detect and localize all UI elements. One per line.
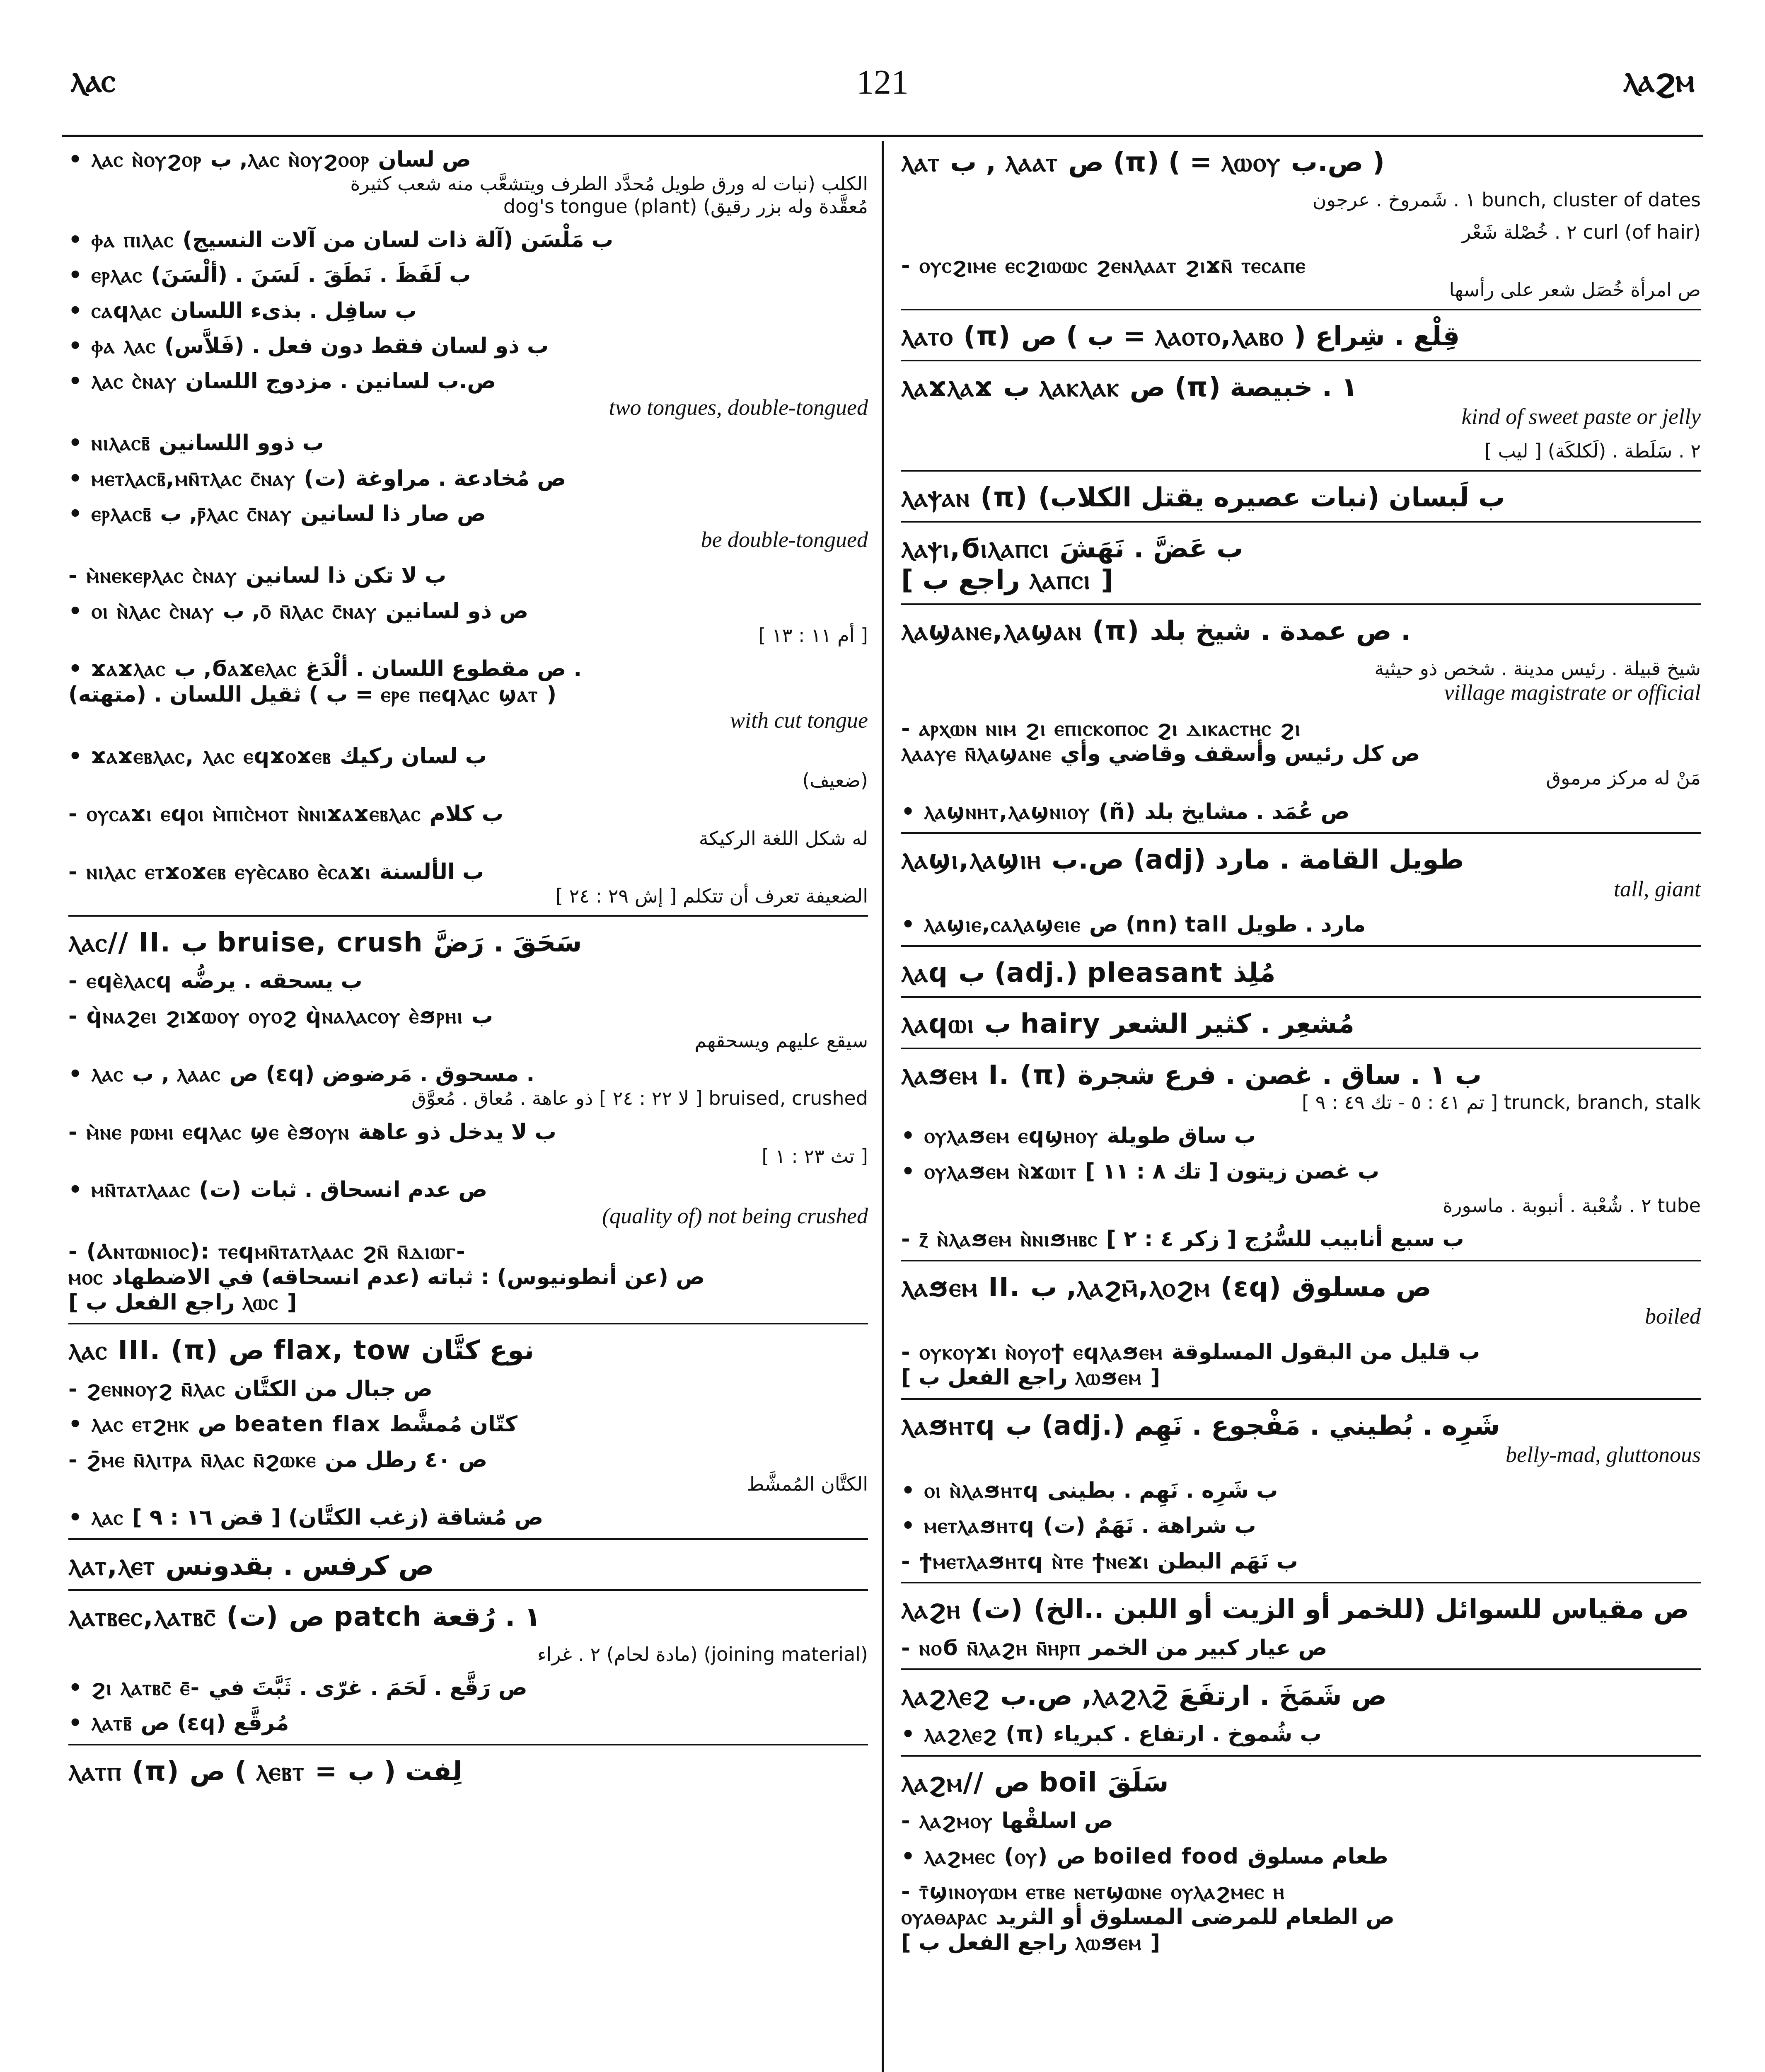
dictionary-subentry (68, 1377, 868, 1402)
entry-line: - ⲟⲩⲕⲟⲩϫⲓ ⲛ̀ⲟⲩⲟϯ ⲉϥⲗⲁϧⲉⲙ ب قليل من البقول المسلوقة (901, 1340, 1480, 1365)
dictionary-subentry (901, 1227, 1701, 1261)
dictionary-subentry (68, 501, 868, 553)
dictionary-subentry (68, 1643, 868, 1665)
entry-line: • ⲗⲁⲥ ⲉⲧϩⲏⲕ ص beaten flax كتّان مُمشَّط (68, 1412, 517, 1437)
dictionary-subentry (901, 1808, 1701, 1834)
dictionary-headword-entry (68, 1756, 868, 1788)
dictionary-headword-entry (901, 1009, 1701, 1049)
entry-line: مُعقَّدة وله بزر رقيق) dog's tongue (plant) (503, 195, 868, 218)
dictionary-headword-entry (901, 321, 1701, 362)
entry-line: - ϯⲙⲉⲧⲗⲁϧⲏⲧϥ ⲛ̀ⲧⲉ ϯⲛⲉϫⲓ ب نَهَم البطن (901, 1549, 1298, 1574)
entry-line: ⲗⲁⲧ ب , ⲗⲁⲁⲧ ص (π) ( = ⲗⲱⲟⲩ ص.ب ) (901, 147, 1385, 178)
dictionary-subentry (901, 1879, 1701, 1956)
entry-line: tube ٢ . شُعْبة . أنبوبة . ماسورة (1443, 1194, 1701, 1217)
entry-line: bruised, crushed [ لا ٢٢ : ٢٤ ] ذو عاهة . مُعاق . مُعوَّق (411, 1087, 868, 1110)
entry-line: bunch, cluster of dates ١ . شَمروخ . عرجون (1312, 188, 1701, 211)
entry-line: ⲗⲁⲯⲓ,ϭⲓⲗⲁⲡⲥⲓ ب عَضَّ . نَهَشَ (901, 533, 1243, 564)
entry-line: شيخ قبيلة . رئيس مدينة . شخص ذو حيثية (1374, 657, 1701, 680)
dictionary-subentry (901, 221, 1701, 243)
entry-line: - ⲛⲟϭ ⲛ̄ⲗⲁϩⲏ ⲛ̄ⲏⲣⲡ ص عيار كبير من الخمر (901, 1635, 1327, 1661)
dictionary-headword-entry (901, 1681, 1701, 1712)
entry-line: ⲗⲁϧⲉⲙ II. ب ,ⲗⲁϩⲙ̄,ⲗⲟϩⲙ (εϥ) ص مسلوق (901, 1272, 1431, 1303)
dictionary-subentry (68, 1062, 868, 1110)
dictionary-headword-entry (901, 958, 1701, 998)
dictionary-subentry (901, 1722, 1701, 1756)
entry-line: with cut tongue (730, 707, 868, 733)
dictionary-headword-entry (901, 845, 1701, 902)
dictionary-subentry (68, 1177, 868, 1229)
dictionary-subentry (68, 431, 868, 456)
dictionary-subentry (901, 799, 1701, 834)
entry-line: • ⲛⲓⲗⲁⲥⲃ̄ ب ذوو اللسانين (68, 431, 324, 456)
entry-line: [ راجع الفعل ب ⲗⲱϧⲉⲙ ] (901, 1930, 1161, 1955)
entry-line: - ϩⲉⲛⲛⲟⲩϩ ⲛ̄ⲗⲁⲥ ص جبال من الكتَّان (68, 1376, 433, 1402)
entry-line: - ⲁⲣⲭⲱⲛ ⲛⲓⲙ ϩⲓ ⲉⲡⲓⲥⲕⲟⲡⲟⲥ ϩⲓ ⲇⲓⲕⲁⲥⲧⲏⲥ ϩⲓ (901, 716, 1301, 741)
column-divider (882, 141, 884, 2072)
dictionary-headword-entry (901, 533, 1701, 605)
dictionary-subentry (68, 1675, 868, 1701)
dictionary-subentry (901, 1194, 1701, 1217)
dictionary-subentry (68, 656, 868, 733)
entry-line: له شكل اللغة الركيكة (699, 827, 868, 850)
entry-line: ⲗⲁϩⲙ// ص boil سَلَقَ (901, 1767, 1169, 1798)
entry-line: • ⲗⲁϩⲙⲉⲥ (ⲟⲩ) ص boiled food طعام مسلوق (901, 1844, 1388, 1869)
entry-line: - ⲟⲩⲥϩⲓⲙⲉ ⲉⲥϩⲓⲱⲱⲥ ϩⲉⲛⲗⲁⲁⲧ ϩⲓϫⲛ̄ ⲧⲉⲥⲁⲡⲉ (901, 253, 1306, 278)
dictionary-subentry (68, 369, 868, 421)
dictionary-subentry (68, 1711, 868, 1745)
entry-line: • ⲟⲓ ⲛ̀ⲗⲁϧⲏⲧϥ ب شَرِه . نَهِم . بطينى (901, 1478, 1278, 1503)
entry-line: ⲗⲁⲧⲟ (π) ص ( ب = ⲗⲁⲟⲧⲟ,ⲗⲁⲃⲟ ) قِلْع . شِراع (901, 321, 1460, 352)
dictionary-headword-entry (901, 482, 1701, 523)
dictionary-headword-entry (901, 616, 1701, 647)
entry-line: [ راجع الفعل ب ⲗⲱⲥ ] (68, 1290, 297, 1315)
dictionary-subentry (901, 1636, 1701, 1670)
dictionary-headword-entry (901, 1594, 1701, 1626)
entry-line: ⲗⲁϣⲓ,ⲗⲁϣⲓⲏ ص.ب (adj) طويل القامة . مارد (901, 845, 1464, 876)
dictionary-subentry (901, 1513, 1701, 1539)
entry-line: - ϩ̄ⲙⲉ ⲛ̄ⲗⲓⲧⲣⲁ ⲛ̄ⲗⲁⲥ ⲛ̄ϩⲱⲕⲉ ص ٤٠ رطل من (68, 1447, 488, 1472)
entry-line: [ راجع ب ⲗⲁⲡⲥⲓ ] (901, 564, 1113, 595)
dictionary-subentry (901, 440, 1701, 471)
dictionary-subentry (68, 1120, 868, 1168)
dictionary-subentry (68, 968, 868, 994)
entry-line: ⲗⲁϫⲗⲁϫ ب ⲗⲁⲕⲗⲁⲕ ص (π) ١ . خبيصة (901, 372, 1358, 403)
entry-line: belly-mad, gluttonous (1506, 1442, 1701, 1467)
dictionary-headword-entry (68, 1335, 868, 1367)
entry-line: ⲗⲁⲥ// II. ب bruise, crush سَحَقَ . رَضَّ (68, 927, 582, 958)
dictionary-headword-entry (901, 1060, 1701, 1114)
dictionary-subentry (901, 1159, 1701, 1184)
entry-line: ⲗⲁϥ ب (adj.) pleasant مُلِذ (901, 957, 1276, 988)
dictionary-headword-entry (68, 1551, 868, 1591)
page-number: 121 (856, 63, 909, 102)
dictionary-subentry (901, 189, 1701, 211)
dictionary-subentry (68, 228, 868, 253)
dictionary-subentry (68, 334, 868, 359)
entry-line: • ⲉⲣⲗⲁⲥ ب لَفَظَ . نَطَقَ . لَسَنَ . (ألْسَنَ) (68, 263, 471, 288)
entry-line: ⲗⲁⲧⲃⲉⲥ,ⲗⲁⲧⲃⲥ̄ (ت) ص patch ١ . رُقعة (68, 1602, 541, 1633)
entry-line: • ⲙⲉⲧⲗⲁⲥⲃ̄,ⲙⲛ̄ⲧⲗⲁⲥ ⲥ̄ⲛⲁⲩ (ت) ص مُخادعة . مراوغة (68, 466, 566, 491)
entry-line: الكتَّان المُمشَّط (746, 1473, 868, 1495)
entry-line: • ⲗⲁϣⲛⲏⲧ,ⲗⲁϣⲛⲓⲟⲩ (ñ) ص عُمَد . مشايخ بلد (901, 799, 1350, 824)
dictionary-subentry (901, 1340, 1701, 1400)
right-column (901, 147, 1701, 1965)
entry-line: • ⲫⲁ ⲗⲁⲥ ب ذو لسان فقط دون فعل . (فَلاَّس) (68, 333, 549, 358)
entry-line: مَنْ له مركز مرموق (1546, 767, 1701, 789)
entry-line: be double-tongued (701, 527, 868, 552)
entry-line: • ⲗⲁⲥ ص مُشاقة (زغب الكتَّان) [ قض ١٦ : ٩ ] (68, 1505, 544, 1530)
entry-line: • ⲗⲁⲥ ⲥ̀ⲛⲁⲩ ص.ب لسانين . مزدوج اللسان (68, 369, 496, 394)
left-column (68, 147, 868, 1797)
dictionary-subentry (901, 1123, 1701, 1149)
entry-line: - ⲧ̄ϣⲓⲛⲟⲩⲱⲙ ⲉⲧⲃⲉ ⲛⲉⲧϣⲱⲛⲉ ⲟⲩⲗⲁϩⲙⲉⲥ ⲏ (901, 1879, 1285, 1905)
dictionary-headword-entry (68, 1602, 868, 1633)
entry-line: الضعيفة تعرف أن تتكلم [ إش ٢٩ : ٢٤ ] (555, 885, 868, 908)
entry-line: ثقيل اللسان . (متهته) ( ب = ⲉⲣⲉ ⲡⲉϥⲗⲁⲥ ϣⲁⲧ ) (68, 682, 557, 707)
dictionary-subentry (901, 253, 1701, 310)
entry-line: (quality of) not being crushed (602, 1203, 868, 1228)
entry-line: - ⲙ̀ⲛⲉⲕⲉⲣⲗⲁⲥ ⲥ̀ⲛⲁⲩ ب لا تكن ذا لسانين (68, 563, 447, 588)
entry-line: - ϥ̀ⲛⲁϩⲉⲓ ϩⲓϫⲱⲟⲩ ⲟⲩⲟϩ ϥ̀ⲛⲁⲗⲁⲥⲟⲩ ⲉ̀ϧⲣⲏⲓ ب (68, 1004, 493, 1029)
entry-line: (ضعيف) (802, 769, 868, 792)
entry-line: • ⲗⲁϩⲗⲉϩ (π) ب شُموخ . ارتفاع . كبرياء (901, 1722, 1322, 1747)
running-head-left: ⲗⲁⲥ (70, 62, 116, 99)
header-rule (62, 135, 1703, 137)
dictionary-headword-entry (68, 927, 868, 959)
entry-line: (joining material) (مادة لحام) ٢ . غراء (537, 1643, 868, 1665)
dictionary-headword-entry (901, 1411, 1701, 1468)
entry-line: two tongues, double-tongued (609, 395, 868, 420)
entry-line: curl (of hair) ٢ . خُصْلة شَعْر (1462, 220, 1701, 243)
entry-line: [ راجع الفعل ب ⲗⲱϧⲉⲙ ] (901, 1365, 1161, 1390)
entry-line: - ⲗⲁϩⲙⲟⲩ ص اسلقْها (901, 1808, 1113, 1834)
dictionary-subentry (68, 1412, 868, 1437)
entry-line: ⲗⲁϧⲏⲧϥ ب (adj.) شَرِه . بُطيني . مَفْجوع . نَهِم (901, 1410, 1500, 1441)
entry-line: - ⲟⲩⲥⲁϫⲓ ⲉϥⲟⲓ ⲙ̀ⲡⲓⲥ̀ⲙⲟⲧ ⲛ̀ⲛⲓϫⲁϫⲉⲃⲗⲁⲥ ب كلام (68, 801, 504, 827)
entry-line: • ⲙⲉⲧⲗⲁϧⲏⲧϥ (ت) ب شراهة . نَهَمٌ (901, 1513, 1256, 1539)
entry-line: - ⲍ̄ ⲛ̀ⲗⲁϧⲉⲙ ⲛ̀ⲛⲓϧⲏⲃⲥ ب سبع أنابيب للسُّرُج [ زكر ٤ : ٢ ] (901, 1227, 1464, 1252)
entry-line: ⲗⲁⲁⲩⲉ ⲛ̄ⲗⲁϣⲁⲛⲉ ص كل رئيس وأسقف وقاضي وأي (901, 741, 1420, 767)
dictionary-subentry (901, 1478, 1701, 1503)
entry-line: ⲗⲁϧⲉⲙ I. (π) ب ١ . ساق . غصن . فرع شجرة (901, 1060, 1482, 1091)
entry-line: [ تث ٢٣ : ١ ] (762, 1145, 868, 1167)
entry-line: - (Ⲁⲛⲧⲱⲛⲓⲟⲥ): ⲧⲉϥⲙⲛ̄ⲧⲁⲧⲗⲁⲁⲥ ϩⲛ̄ ⲛ̄ⲇⲓⲱⲅ- (68, 1239, 466, 1264)
entry-line: • ⲗⲁⲥ ب , ⲗⲁⲁⲥ ص (εϥ) مسحوق . مَرضوض . (68, 1062, 535, 1087)
entry-line: • ⲟⲓ ⲛ̀ⲗⲁⲥ ⲥ̀ⲛⲁⲩ ب ,ⲟ̄ ⲛ̄ⲗⲁⲥ ⲥ̄ⲛⲁⲩ ص ذو لسانين (68, 598, 529, 624)
entry-line: tall, giant (1613, 876, 1701, 901)
entry-line: ص امرأة خُصَل شعر على رأسها (1449, 278, 1701, 301)
dictionary-subentry (901, 1844, 1701, 1869)
entry-line: - ⲉϥⲉ̀ⲗⲁⲥϥ ب يسحقه . يرضُّه (68, 968, 363, 994)
dictionary-subentry (68, 801, 868, 850)
entry-line: • ⲗⲁⲧⲃ̄ ص (εϥ) مُرقَّع (68, 1711, 289, 1736)
entry-line: • ⲟⲩⲗⲁϧⲉⲙ ⲉϥϣⲏⲟⲩ ب ساق طويلة (901, 1123, 1256, 1149)
entry-line: • ⲙⲛ̄ⲧⲁⲧⲗⲁⲁⲥ (ت) ص عدم انسحاق . ثبات (68, 1177, 488, 1203)
dictionary-subentry (68, 147, 868, 218)
entry-line: سيقع عليهم ويسحقهم (694, 1029, 868, 1052)
entry-line: ⲗⲁϣⲁⲛⲉ,ⲗⲁϣⲁⲛ (π) ص عمدة . شيخ بلد . (901, 616, 1411, 647)
running-head-right: ⲗⲁϩⲙ (1623, 62, 1695, 99)
entry-line: • ϩⲓ ⲗⲁⲧⲃⲥ̄ ⲉ̄- ص رَقَّع . لَحَمَ . غرّى . ثَبَّتَ في (68, 1675, 527, 1700)
dictionary-subentry (68, 744, 868, 792)
dictionary-subentry (901, 657, 1701, 706)
dictionary-subentry (901, 716, 1701, 789)
dictionary-subentry (68, 298, 868, 324)
dictionary-headword-entry (901, 147, 1701, 179)
dictionary-subentry (68, 599, 868, 647)
entry-line: • ⲗⲁⲥ ⲛ̀ⲟⲩϩⲟⲣ ب ,ⲗⲁⲥ ⲛ̀ⲟⲩϩⲟⲟⲣ ص لسان (68, 147, 471, 172)
entry-line: الكلب (نبات له ورق طويل مُحدَّد الطرف ويتشعَّب منه شعب كثيرة (350, 172, 868, 195)
entry-line: • ϫⲁϫⲉⲃⲗⲁⲥ, ⲗⲁⲥ ⲉϥϫⲟϫⲉⲃ ب لسان ركيك (68, 743, 487, 769)
dictionary-subentry (68, 263, 868, 288)
entry-line: ⲗⲁⲧ,ⲗⲉⲧ ص كرفس . بقدونس (68, 1550, 434, 1581)
entry-line: - ⲛⲓⲗⲁⲥ ⲉⲧϫⲟϫⲉⲃ ⲉⲩⲉ̀ⲥⲁⲃⲟ ⲉ̀ⲥⲁϫⲓ ب الألسنة (68, 859, 484, 884)
dictionary-subentry (68, 466, 868, 491)
entry-line: • ⲥⲁϥⲗⲁⲥ ب سافِل . بذىء اللسان (68, 298, 417, 323)
entry-line: ٢ . سَلَطة . (لَكلكَة) [ ليب ] (1484, 440, 1701, 462)
dictionary-subentry (68, 563, 868, 588)
dictionary-headword-entry (901, 1767, 1701, 1799)
entry-line: • ⲟⲩⲗⲁϧⲉⲙ ⲛ̀ϫⲱⲓⲧ ب غصن زيتون [ تك ٨ : ١١ ] (901, 1159, 1380, 1184)
dictionary-subentry (68, 1004, 868, 1052)
entry-line: ⲟⲩⲁⲑⲁⲣⲁⲥ ص الطعام للمرضى المسلوق أو الثريد (901, 1905, 1395, 1930)
entry-line: ⲗⲁⲯⲁⲛ (π) ب لَبسان (نبات عصيره يقتل الكلاب) (901, 482, 1505, 513)
dictionary-subentry (68, 859, 868, 917)
dictionary-headword-entry (901, 1272, 1701, 1330)
entry-line: • ϫⲁϫⲗⲁⲥ ب ,ϭⲁϫⲉⲗⲁⲥ ص مقطوع اللسان . ألْدَغ . (68, 656, 582, 682)
entry-line: • ⲉⲣⲗⲁⲥⲃ̄ ب ,ⲣ̄ⲗⲁⲥ ⲥ̄ⲛⲁⲩ ص صار ذا لسانين (68, 501, 486, 527)
entry-line: village magistrate or official (1444, 680, 1701, 705)
dictionary-subentry (901, 912, 1701, 946)
entry-line: ⲗⲁⲥ III. (π) ص flax, tow نوع كتَّان (68, 1335, 534, 1366)
entry-line: - ⲙ̀ⲛⲉ ⲣⲱⲙⲓ ⲉϥⲗⲁⲥ ϣⲉ ⲉ̀ϧⲟⲩⲛ ب لا يدخل ذو عاهة (68, 1119, 556, 1145)
entry-line: • ⲗⲁϣⲓⲉ,ⲥⲁⲗⲁϣⲉⲓⲉ ص (nn) tall مارد . طويل (901, 912, 1366, 937)
dictionary-subentry (68, 1447, 868, 1496)
entry-line: ⲗⲁϩⲏ (ت) ص مقياس للسوائل (للخمر أو الزيت أو اللبن ..الخ) (901, 1594, 1689, 1625)
dictionary-subentry (68, 1505, 868, 1539)
entry-line: • ⲫⲁ ⲡⲓⲗⲁⲥ ب مَلْسَن (آلة ذات لسان من آلات النسيج) (68, 227, 614, 252)
entry-line: ⲙⲟⲥ ص (عن أنطونيوس) : ثباته (عدم انسحاقه) في الاضطهاد (68, 1264, 705, 1290)
entry-line: boiled (1645, 1304, 1701, 1329)
entry-line: trunck, branch, stalk [ تم ٤١ : ٥ - تك ٤٩ : ٩ ] (1302, 1091, 1701, 1114)
entry-line: [ أم ١١ : ١٣ ] (758, 624, 868, 646)
dictionary-subentry (901, 1549, 1701, 1583)
entry-line: kind of sweet paste or jelly (1461, 404, 1701, 429)
entry-line: ⲗⲁⲧⲡ (π) ص ( ⲗⲉⲃⲧ = ب ) لِفت (68, 1756, 462, 1787)
entry-line: ⲗⲁϩⲗⲉϩ ص.ب ,ⲗⲁϩⲗϩ̄ ص شَمَخَ . ارتفَعَ (901, 1680, 1387, 1711)
entry-line: ⲗⲁϥⲱⲓ ب hairy مُشعِر . كثير الشعر (901, 1009, 1354, 1040)
dictionary-subentry (68, 1239, 868, 1324)
dictionary-headword-entry (901, 372, 1701, 430)
